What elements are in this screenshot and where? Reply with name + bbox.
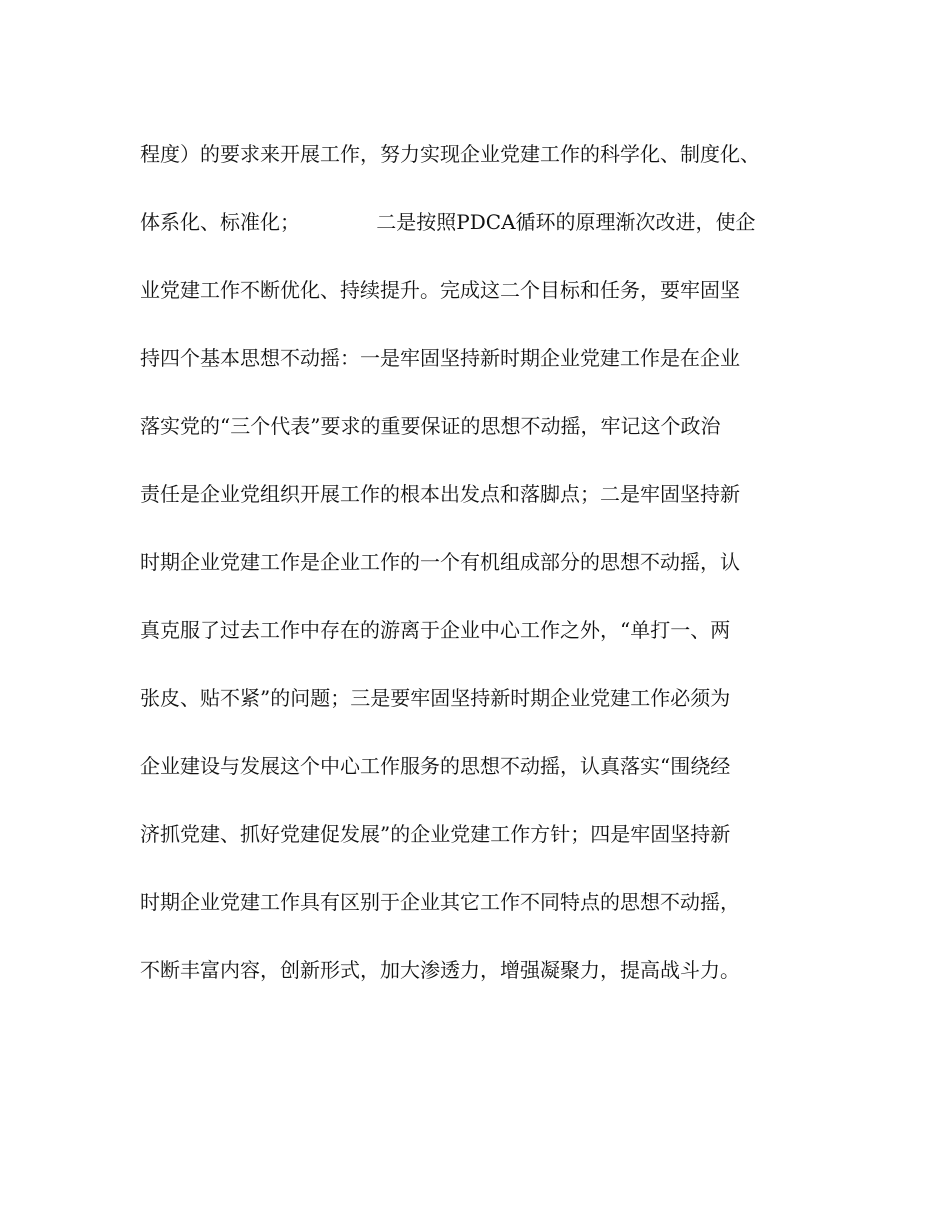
text-line: 时期企业党建工作具有区别于企业其它工作不同特点的思想不动摇， (140, 890, 740, 914)
text-line: 体系化、标准化； 二是按照PDCA循环的原理渐次改进，使企 (140, 210, 756, 234)
text-line: 真克服了过去工作中存在的游离于企业中心工作之外，“单打一、两 (140, 618, 731, 642)
text-line: 责任是企业党组织开展工作的根本出发点和落脚点；二是牢固坚持新 (140, 482, 740, 506)
text-line: 业党建工作不断优化、持续提升。完成这二个目标和任务，要牢固坚 (140, 278, 740, 302)
body-text (140, 120, 830, 1004)
text-line: 济抓党建、抓好党建促发展”的企业党建工作方针；四是牢固坚持新 (140, 822, 731, 846)
text-line: 落实党的“三个代表”要求的重要保证的思想不动摇，牢记这个政治 (140, 414, 721, 438)
text-line: 持四个基本思想不动摇：一是牢固坚持新时期企业党建工作是在企业 (140, 346, 740, 370)
text-line: 程度）的要求来开展工作，努力实现企业党建工作的科学化、制度化、 (140, 142, 760, 166)
text-line: 张皮、贴不紧”的问题；三是要牢固坚持新时期企业党建工作必须为 (140, 686, 731, 710)
text-line: 不断丰富内容，创新形式，加大渗透力，增强凝聚力，提高战斗力。 (140, 958, 740, 982)
text-line: 企业建设与发展这个中心工作服务的思想不动摇，认真落实“围绕经 (140, 754, 731, 778)
text-line: 时期企业党建工作是企业工作的一个有机组成部分的思想不动摇，认 (140, 550, 740, 574)
